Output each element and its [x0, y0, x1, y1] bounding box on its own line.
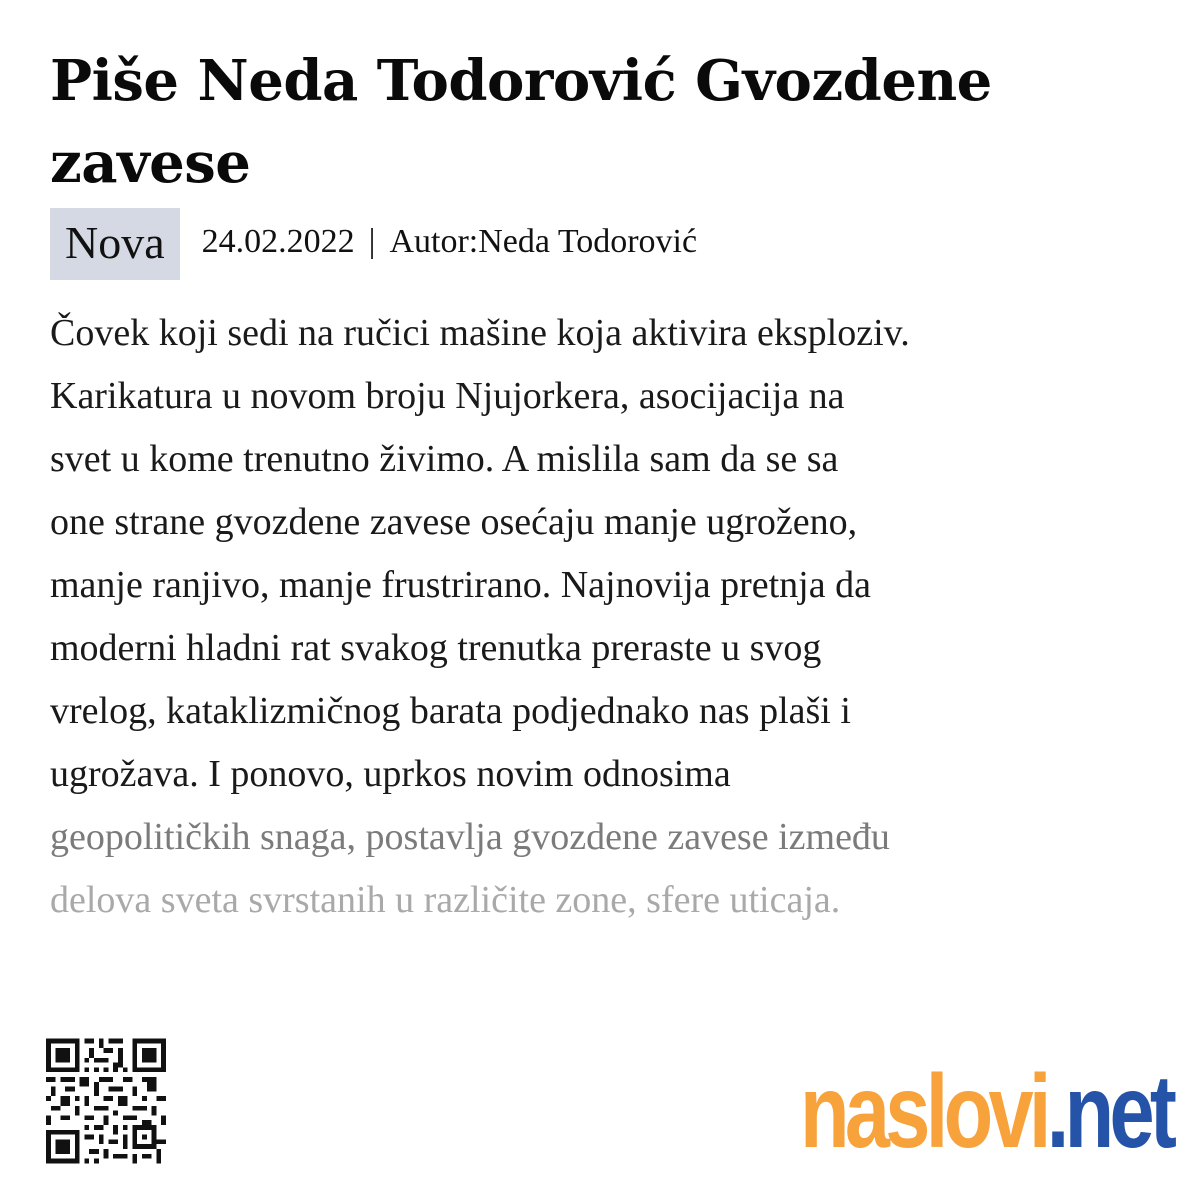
- body-line: one strane gvozdene zavese osećaju manje ugroženo,: [50, 501, 858, 543]
- logo-part-naslovi: naslovi: [800, 1054, 1047, 1170]
- body-line: manje ranjivo, manje frustrirano. Najnovija pretnja da: [50, 564, 871, 606]
- article: [50, 40, 1160, 932]
- body-line: moderni hladni rat svakog trenutka preraste u svog: [50, 627, 822, 669]
- article-title: Piše Neda Todorović Gvozdene zavese: [50, 48, 992, 196]
- body-line: vrelog, kataklizmičnog barata podjednako nas plaši i: [50, 690, 851, 732]
- category-tag[interactable]: Nova: [50, 208, 180, 280]
- article-meta: [50, 208, 1160, 280]
- body-line-faded: geopolitičkih snaga, postavlja gvozdene zavese između: [50, 816, 890, 858]
- meta-separator: |: [368, 223, 376, 260]
- logo-part-net: .net: [1046, 1054, 1173, 1170]
- qr-code-icon[interactable]: [46, 1038, 166, 1164]
- article-date: 24.02.2022: [201, 223, 355, 260]
- meta-text: [202, 222, 697, 262]
- naslovi-net-logo[interactable]: [800, 1054, 1173, 1170]
- body-line: Čovek koji sedi na ručici mašine koja aktivira eksploziv.: [50, 312, 910, 354]
- article-body: [50, 302, 1160, 932]
- body-line: svet u kome trenutno živimo. A mislila sam da se sa: [50, 438, 839, 480]
- body-line: ugrožava. I ponovo, uprkos novim odnosima: [50, 753, 731, 795]
- body-line: Karikatura u novom broju Njujorkera, asocijacija na: [50, 375, 845, 417]
- article-author: Autor:Neda Todorović: [389, 223, 698, 260]
- body-line-faded: delova sveta svrstanih u različite zone, sfere uticaja.: [50, 879, 841, 921]
